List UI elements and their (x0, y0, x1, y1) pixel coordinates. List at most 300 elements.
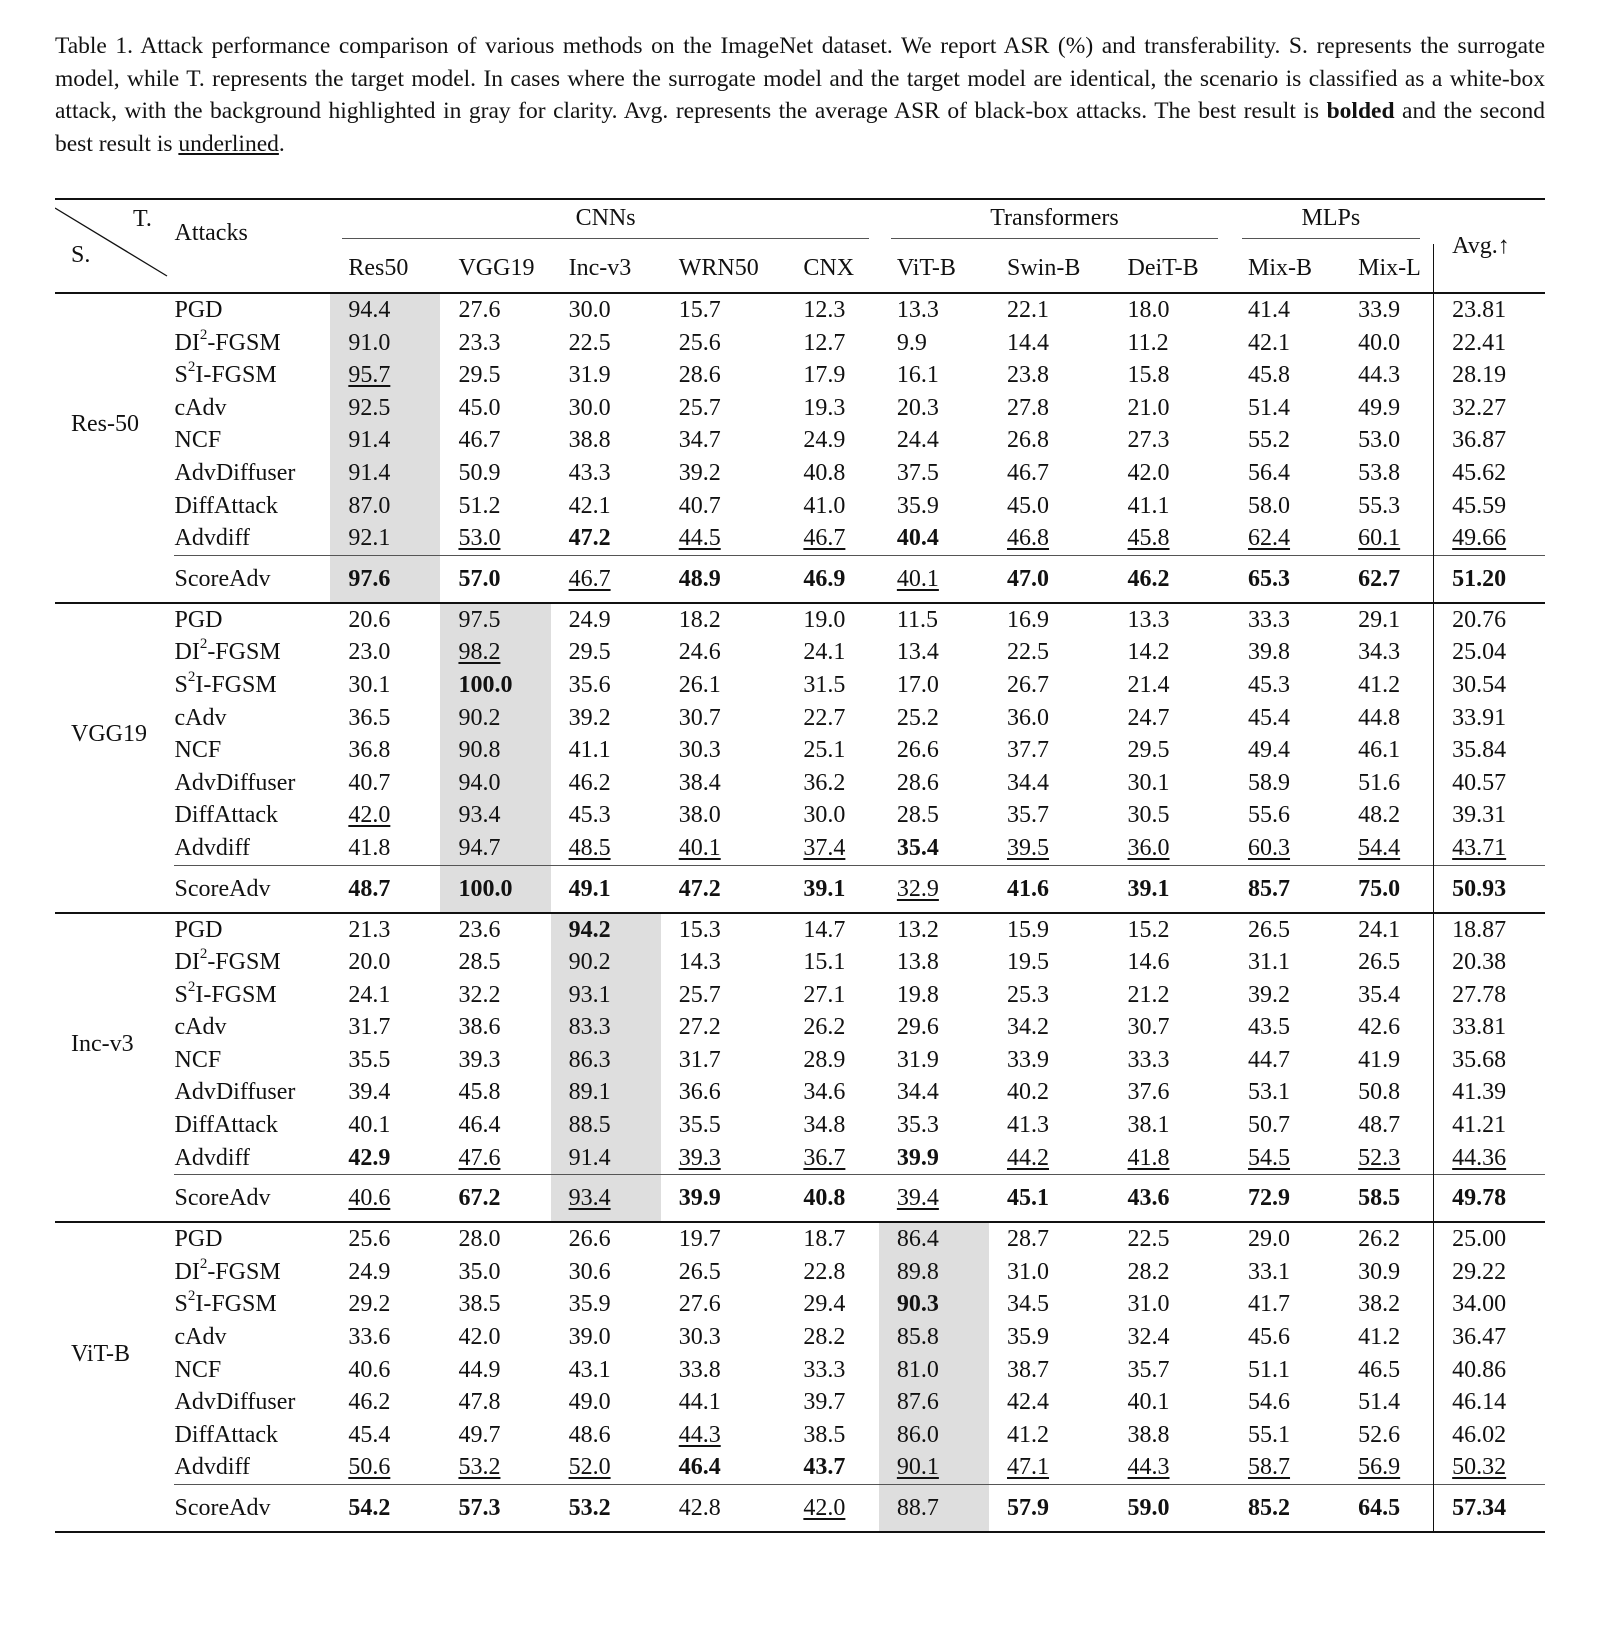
asr-value-cell: 35.3 (896, 1112, 939, 1139)
table-row (55, 799, 1545, 832)
asr-value-cell: 35.6 (568, 671, 611, 698)
empty-surrogate-cell (55, 1485, 174, 1532)
asr-value-cell: 33.6 (348, 1324, 391, 1351)
avg-value-cell: 51.20 (1434, 556, 1545, 603)
asr-value-cell: 26.6 (896, 737, 939, 764)
asr-value-cell: 50.6 (348, 1454, 391, 1481)
table-row (55, 832, 1545, 865)
asr-value-cell: 44.1 (678, 1389, 721, 1416)
asr-value-cell: 31.5 (803, 671, 846, 698)
asr-value-cell: 53.1 (1248, 1079, 1291, 1106)
diagonal-header-cell (55, 199, 174, 293)
attack-name: DiffAttack (174, 1421, 279, 1448)
asr-value-cell: 56.4 (1248, 459, 1291, 486)
asr-value-cell: 42.8 (678, 1495, 721, 1521)
asr-value-cell: 38.4 (678, 769, 721, 796)
asr-value-cell: 39.3 (678, 1144, 721, 1171)
asr-value-cell: 28.7 (1007, 1226, 1049, 1253)
asr-value-cell: 15.8 (1127, 362, 1170, 389)
table-row (55, 1011, 1545, 1044)
asr-value-cell: 15.9 (1007, 916, 1049, 943)
asr-value-cell: 42.0 (803, 1495, 846, 1521)
asr-value-cell: 40.8 (803, 1185, 846, 1212)
avg-value-cell: 25.00 (1434, 1223, 1545, 1256)
asr-value-cell: 32.4 (1127, 1324, 1170, 1351)
asr-value-cell: 60.1 (1358, 525, 1401, 552)
asr-value-cell: 19.3 (803, 394, 846, 421)
surrogate-model-label: Res-50 (71, 411, 139, 438)
asr-value-cell: 41.7 (1248, 1291, 1291, 1318)
asr-value-cell: 33.8 (678, 1356, 721, 1383)
asr-value-cell: 98.2 (440, 636, 550, 669)
table-row (55, 604, 1545, 637)
asr-value-cell: 94.4 (330, 293, 440, 327)
avg-value-cell: 29.22 (1434, 1256, 1545, 1289)
asr-value-cell: 22.5 (1127, 1226, 1170, 1253)
asr-value-cell: 24.6 (678, 639, 721, 666)
attack-name: cAdv (174, 394, 227, 421)
asr-value-cell: 90.2 (440, 702, 550, 735)
asr-value-cell: 28.5 (458, 949, 501, 976)
asr-value-cell: 50.8 (1358, 1079, 1401, 1106)
asr-value-cell: 52.0 (568, 1454, 611, 1481)
asr-value-cell: 21.0 (1127, 394, 1170, 421)
asr-value-cell: 42.6 (1358, 1014, 1401, 1041)
asr-value-cell: 34.2 (1007, 1014, 1049, 1041)
asr-value-cell: 40.6 (348, 1185, 391, 1212)
asr-value-cell: 52.6 (1358, 1421, 1401, 1448)
asr-value-cell: 50.7 (1248, 1112, 1291, 1139)
asr-value-cell: 56.9 (1358, 1454, 1401, 1481)
asr-value-cell: 36.5 (348, 704, 391, 731)
table-row (55, 457, 1545, 490)
asr-value-cell: 41.1 (568, 737, 611, 764)
asr-value-cell: 30.5 (1127, 802, 1170, 829)
asr-value-cell: 28.2 (803, 1324, 846, 1351)
avg-value-cell: 25.04 (1434, 636, 1545, 669)
asr-value-cell: 30.1 (1127, 769, 1170, 796)
attack-name: NCF (174, 427, 222, 454)
table-row (55, 1354, 1545, 1387)
column-header-mix-l: Mix-L (1340, 244, 1434, 293)
asr-value-cell: 86.0 (879, 1419, 989, 1452)
asr-value-cell: 40.2 (1007, 1079, 1049, 1106)
attack-name: ScoreAdv (174, 565, 271, 592)
asr-value-cell: 33.9 (1007, 1046, 1049, 1073)
asr-value-cell: 43.3 (568, 459, 611, 486)
asr-value-cell: 45.0 (1007, 492, 1049, 519)
asr-value-cell: 29.4 (803, 1291, 846, 1318)
asr-value-cell: 46.1 (1358, 737, 1401, 764)
asr-value-cell: 44.9 (458, 1356, 501, 1383)
asr-value-cell: 44.7 (1248, 1046, 1291, 1073)
column-header-vit-b: ViT-B (896, 254, 956, 281)
table-row (55, 327, 1545, 360)
asr-value-cell: 27.3 (1127, 427, 1170, 454)
asr-value-cell: 33.3 (1248, 606, 1291, 633)
asr-value-cell: 91.4 (551, 1142, 661, 1175)
asr-value-cell: 97.6 (330, 556, 440, 603)
attack-name: AdvDiffuser (174, 1079, 296, 1106)
attack-name: $DI^2$-FGSM (174, 946, 281, 976)
asr-value-cell: 53.2 (458, 1454, 501, 1481)
table-row (55, 293, 1545, 327)
avg-value-cell: 18.87 (1434, 914, 1545, 947)
asr-value-cell: 57.0 (458, 565, 501, 592)
asr-value-cell: 37.5 (896, 459, 939, 486)
asr-value-cell: 44.3 (1358, 362, 1401, 389)
avg-value-cell: 33.81 (1434, 1011, 1545, 1044)
asr-value-cell: 64.5 (1358, 1495, 1401, 1521)
asr-value-cell: 30.0 (803, 802, 846, 829)
avg-value-cell: 46.14 (1434, 1386, 1545, 1419)
asr-value-cell: 49.4 (1248, 737, 1291, 764)
asr-value-cell: 46.7 (1007, 459, 1049, 486)
asr-value-cell: 26.2 (803, 1014, 846, 1041)
asr-value-cell: 14.3 (678, 949, 721, 976)
avg-value-cell: 44.36 (1434, 1142, 1545, 1175)
asr-value-cell: 94.2 (551, 914, 661, 947)
asr-value-cell: 58.0 (1248, 492, 1291, 519)
attack-name: ScoreAdv (174, 1495, 271, 1521)
avg-value-cell: 35.68 (1434, 1044, 1545, 1077)
asr-value-cell: 39.2 (678, 459, 721, 486)
asr-value-cell: 93.4 (551, 1175, 661, 1222)
asr-value-cell: 45.6 (1248, 1324, 1291, 1351)
table-row (55, 1142, 1545, 1175)
asr-value-cell: 72.9 (1248, 1185, 1291, 1212)
attack-name: ScoreAdv (174, 875, 271, 902)
table-row (55, 1419, 1545, 1452)
asr-value-cell: 43.7 (803, 1454, 846, 1481)
asr-value-cell: 44.2 (1007, 1144, 1049, 1171)
asr-value-cell: 44.3 (1127, 1454, 1170, 1481)
avg-value-cell: 22.41 (1434, 327, 1545, 360)
asr-value-cell: 45.3 (568, 802, 611, 829)
asr-value-cell: 34.8 (803, 1112, 846, 1139)
asr-value-cell: 45.8 (458, 1079, 501, 1106)
asr-value-cell: 46.5 (1358, 1356, 1401, 1383)
asr-value-cell: 12.7 (803, 329, 846, 356)
asr-value-cell: 94.7 (440, 832, 550, 865)
asr-value-cell: 52.3 (1358, 1144, 1401, 1171)
asr-value-cell: 40.1 (348, 1112, 391, 1139)
asr-value-cell: 9.9 (896, 329, 927, 356)
asr-value-cell: 34.5 (1007, 1291, 1049, 1318)
attacks-header: Attacks (174, 220, 248, 246)
asr-value-cell: 35.9 (896, 492, 939, 519)
attack-name: PGD (174, 916, 223, 943)
asr-value-cell: 42.0 (1127, 459, 1170, 486)
asr-value-cell: 31.7 (678, 1046, 721, 1073)
asr-value-cell: 91.4 (330, 457, 440, 490)
empty-surrogate-cell (55, 1175, 174, 1222)
asr-value-cell: 45.8 (1248, 362, 1291, 389)
avg-value-cell: 32.27 (1434, 392, 1545, 425)
group-header-mlps: MLPs (1230, 199, 1434, 244)
asr-value-cell: 25.6 (348, 1226, 391, 1253)
asr-value-cell: 39.3 (458, 1046, 501, 1073)
asr-value-cell: 31.9 (568, 362, 611, 389)
asr-value-cell: 94.0 (440, 767, 550, 800)
asr-value-cell: 35.7 (1007, 802, 1049, 829)
asr-value-cell: 23.3 (458, 329, 501, 356)
asr-value-cell: 91.0 (330, 327, 440, 360)
asr-value-cell: 75.0 (1358, 875, 1401, 902)
asr-value-cell: 40.4 (896, 525, 939, 552)
asr-value-cell: 31.1 (1248, 949, 1291, 976)
avg-header: Avg.↑ (1452, 232, 1510, 259)
asr-value-cell: 39.2 (568, 704, 611, 731)
results-table (55, 198, 1545, 1533)
asr-value-cell: 35.7 (1127, 1356, 1170, 1383)
asr-value-cell: 60.3 (1248, 834, 1291, 861)
asr-value-cell: 22.8 (803, 1258, 846, 1285)
asr-value-cell: 92.5 (330, 392, 440, 425)
asr-value-cell: 90.1 (879, 1451, 989, 1484)
attack-name: Advdiff (174, 834, 251, 861)
table-row (55, 946, 1545, 979)
asr-value-cell: 54.2 (348, 1495, 391, 1521)
asr-value-cell: 46.9 (803, 565, 846, 592)
asr-value-cell: 48.2 (1358, 802, 1401, 829)
attack-name: $DI^2$-FGSM (174, 326, 281, 356)
avg-value-cell: 50.32 (1434, 1451, 1545, 1484)
asr-value-cell: 50.9 (458, 459, 501, 486)
asr-value-cell: 34.4 (896, 1079, 939, 1106)
asr-value-cell: 88.5 (551, 1109, 661, 1142)
asr-value-cell: 24.4 (896, 427, 939, 454)
asr-value-cell: 54.6 (1248, 1389, 1291, 1416)
asr-value-cell: 14.6 (1127, 949, 1170, 976)
asr-value-cell: 28.2 (1127, 1258, 1170, 1285)
asr-value-cell: 93.1 (551, 979, 661, 1012)
asr-value-cell: 30.1 (348, 671, 391, 698)
asr-value-cell: 16.1 (896, 362, 939, 389)
table-row (55, 1321, 1545, 1354)
asr-value-cell: 46.7 (803, 525, 846, 552)
attack-name: AdvDiffuser (174, 769, 296, 796)
caption-text: Table 1. Attack performance comparison of various methods on the ImageNet dataset. We report ASR (%) and transferability. S. represents the surrogate model, while T. represents the target model. In cases where the surrogate model and the target model are identical, the scenario is classified as a white-box attack, with the background highlighted in gray for clarity. Avg. represents the average ASR of black-box attacks. The best result is (55, 33, 1545, 124)
asr-value-cell: 97.5 (440, 604, 550, 637)
attack-name: Advdiff (174, 525, 251, 552)
asr-value-cell: 38.0 (678, 802, 721, 829)
asr-value-cell: 85.2 (1248, 1495, 1291, 1521)
asr-value-cell: 100.0 (440, 866, 550, 913)
avg-value-cell: 23.81 (1434, 293, 1545, 327)
avg-value-cell: 28.19 (1434, 359, 1545, 392)
avg-value-cell: 34.00 (1434, 1288, 1545, 1321)
asr-value-cell: 38.1 (1127, 1112, 1170, 1139)
asr-value-cell: 25.7 (678, 394, 721, 421)
asr-value-cell: 53.8 (1358, 459, 1401, 486)
asr-value-cell: 27.8 (1007, 394, 1049, 421)
asr-value-cell: 19.0 (803, 606, 846, 633)
asr-value-cell: 62.7 (1358, 565, 1401, 592)
asr-value-cell: 48.7 (1358, 1112, 1401, 1139)
caption-text-middle: and the second best result is (55, 98, 1545, 157)
asr-value-cell: 36.8 (348, 737, 391, 764)
asr-value-cell: 18.2 (678, 606, 721, 633)
asr-value-cell: 41.2 (1358, 671, 1401, 698)
asr-value-cell: 47.0 (1007, 565, 1049, 592)
avg-value-cell: 36.87 (1434, 424, 1545, 457)
asr-value-cell: 24.1 (803, 639, 846, 666)
asr-value-cell: 33.3 (1127, 1046, 1170, 1073)
asr-value-cell: 21.3 (348, 916, 391, 943)
avg-value-cell: 57.34 (1434, 1485, 1545, 1532)
asr-value-cell: 48.5 (568, 834, 611, 861)
asr-value-cell: 21.2 (1127, 981, 1170, 1008)
asr-value-cell: 30.0 (568, 394, 611, 421)
attack-name: cAdv (174, 1324, 227, 1351)
asr-value-cell: 24.7 (1127, 704, 1170, 731)
asr-value-cell: 38.8 (1127, 1421, 1170, 1448)
asr-value-cell: 86.3 (551, 1044, 661, 1077)
asr-value-cell: 90.3 (879, 1288, 989, 1321)
column-header-swin-b: Swin-B (1007, 254, 1081, 281)
asr-value-cell: 35.4 (1358, 981, 1401, 1008)
attack-name: $S^2I$-FGSM (174, 1288, 277, 1318)
asr-value-cell: 46.8 (1007, 525, 1049, 552)
asr-value-cell: 35.5 (678, 1112, 721, 1139)
asr-value-cell: 30.9 (1358, 1258, 1401, 1285)
scoreadv-row (55, 866, 1545, 913)
asr-value-cell: 31.0 (1007, 1258, 1049, 1285)
avg-value-cell: 36.47 (1434, 1321, 1545, 1354)
table-row (55, 979, 1545, 1012)
table-row (55, 767, 1545, 800)
asr-value-cell: 57.3 (458, 1495, 501, 1521)
asr-value-cell: 38.5 (803, 1421, 846, 1448)
attack-name: Advdiff (174, 1144, 251, 1171)
asr-value-cell: 45.0 (458, 394, 501, 421)
asr-value-cell: 89.8 (879, 1256, 989, 1289)
asr-value-cell: 28.6 (678, 362, 721, 389)
asr-value-cell: 42.4 (1007, 1389, 1049, 1416)
asr-value-cell: 15.2 (1127, 916, 1170, 943)
asr-value-cell: 39.4 (348, 1079, 391, 1106)
asr-value-cell: 58.7 (1248, 1454, 1291, 1481)
asr-value-cell: 23.0 (348, 639, 391, 666)
header-row-groups (55, 199, 1545, 244)
attack-name: DiffAttack (174, 1112, 279, 1139)
asr-value-cell: 48.9 (678, 565, 721, 592)
asr-value-cell: 16.9 (1007, 606, 1049, 633)
caption-bold-word: bolded (1326, 98, 1395, 124)
asr-value-cell: 93.4 (440, 799, 550, 832)
asr-value-cell: 43.1 (568, 1356, 611, 1383)
asr-value-cell: 58.9 (1248, 769, 1291, 796)
asr-value-cell: 87.6 (879, 1386, 989, 1419)
table-caption (55, 30, 1545, 160)
asr-value-cell: 38.5 (458, 1291, 501, 1318)
asr-value-cell: 28.6 (896, 769, 939, 796)
asr-value-cell: 28.0 (458, 1226, 501, 1253)
asr-value-cell: 39.4 (896, 1185, 939, 1212)
table-row (55, 490, 1545, 523)
asr-value-cell: 19.7 (678, 1226, 721, 1253)
asr-value-cell: 54.4 (1358, 834, 1401, 861)
asr-value-cell: 31.9 (896, 1046, 939, 1073)
asr-value-cell: 45.8 (1127, 525, 1170, 552)
asr-value-cell: 27.1 (803, 981, 846, 1008)
asr-value-cell: 46.7 (568, 565, 611, 592)
asr-value-cell: 26.5 (678, 1258, 721, 1285)
table-row (55, 1076, 1545, 1109)
attack-name: PGD (174, 1226, 223, 1253)
table-row (55, 424, 1545, 457)
avg-value-cell: 35.84 (1434, 734, 1545, 767)
asr-value-cell: 22.1 (1007, 297, 1049, 323)
asr-value-cell: 39.7 (803, 1389, 846, 1416)
avg-value-cell: 49.66 (1434, 522, 1545, 555)
asr-value-cell: 45.4 (348, 1421, 391, 1448)
avg-value-cell: 39.31 (1434, 799, 1545, 832)
asr-value-cell: 27.2 (678, 1014, 721, 1041)
asr-value-cell: 13.4 (896, 639, 939, 666)
asr-value-cell: 35.4 (896, 834, 939, 861)
asr-value-cell: 26.6 (568, 1226, 611, 1253)
column-header-deit-b: DeiT-B (1127, 254, 1199, 281)
asr-value-cell: 11.2 (1127, 329, 1169, 356)
asr-value-cell: 41.2 (1007, 1421, 1049, 1448)
asr-value-cell: 89.1 (551, 1076, 661, 1109)
asr-value-cell: 29.6 (896, 1014, 939, 1041)
asr-value-cell: 33.3 (803, 1356, 846, 1383)
asr-value-cell: 32.2 (458, 981, 501, 1008)
asr-value-cell: 88.7 (879, 1485, 989, 1532)
empty-surrogate-cell (55, 556, 174, 603)
attack-name: DiffAttack (174, 802, 279, 829)
asr-value-cell: 17.9 (803, 362, 846, 389)
attack-name: AdvDiffuser (174, 459, 296, 486)
asr-value-cell: 55.2 (1248, 427, 1291, 454)
asr-value-cell: 65.3 (1248, 565, 1291, 592)
asr-value-cell: 40.7 (348, 769, 391, 796)
asr-value-cell: 35.0 (458, 1258, 501, 1285)
avg-value-cell: 40.86 (1434, 1354, 1545, 1387)
table-row (55, 1451, 1545, 1484)
asr-value-cell: 46.7 (458, 427, 501, 454)
avg-value-cell: 30.54 (1434, 669, 1545, 702)
asr-value-cell: 86.4 (879, 1223, 989, 1256)
asr-value-cell: 32.9 (896, 875, 939, 902)
asr-value-cell: 24.1 (1358, 916, 1401, 943)
asr-value-cell: 47.2 (568, 525, 611, 552)
asr-value-cell: 27.6 (458, 297, 501, 323)
asr-value-cell: 12.3 (803, 297, 846, 323)
avg-value-cell: 49.78 (1434, 1175, 1545, 1222)
asr-value-cell: 42.0 (348, 802, 391, 829)
asr-value-cell: 31.7 (348, 1014, 391, 1041)
asr-value-cell: 51.6 (1358, 769, 1401, 796)
asr-value-cell: 37.7 (1007, 737, 1049, 764)
asr-value-cell: 26.5 (1358, 949, 1401, 976)
asr-value-cell: 34.4 (1007, 769, 1049, 796)
asr-value-cell: 36.6 (678, 1079, 721, 1106)
asr-value-cell: 41.0 (803, 492, 846, 519)
asr-value-cell: 38.2 (1358, 1291, 1401, 1318)
group-header-cnns: CNNs (330, 199, 879, 244)
asr-value-cell: 41.9 (1358, 1046, 1401, 1073)
avg-value-cell: 20.38 (1434, 946, 1545, 979)
asr-value-cell: 20.6 (348, 606, 391, 633)
asr-value-cell: 29.5 (458, 362, 501, 389)
asr-value-cell: 46.2 (568, 769, 611, 796)
asr-value-cell: 59.0 (1127, 1495, 1170, 1521)
asr-value-cell: 47.6 (458, 1144, 501, 1171)
